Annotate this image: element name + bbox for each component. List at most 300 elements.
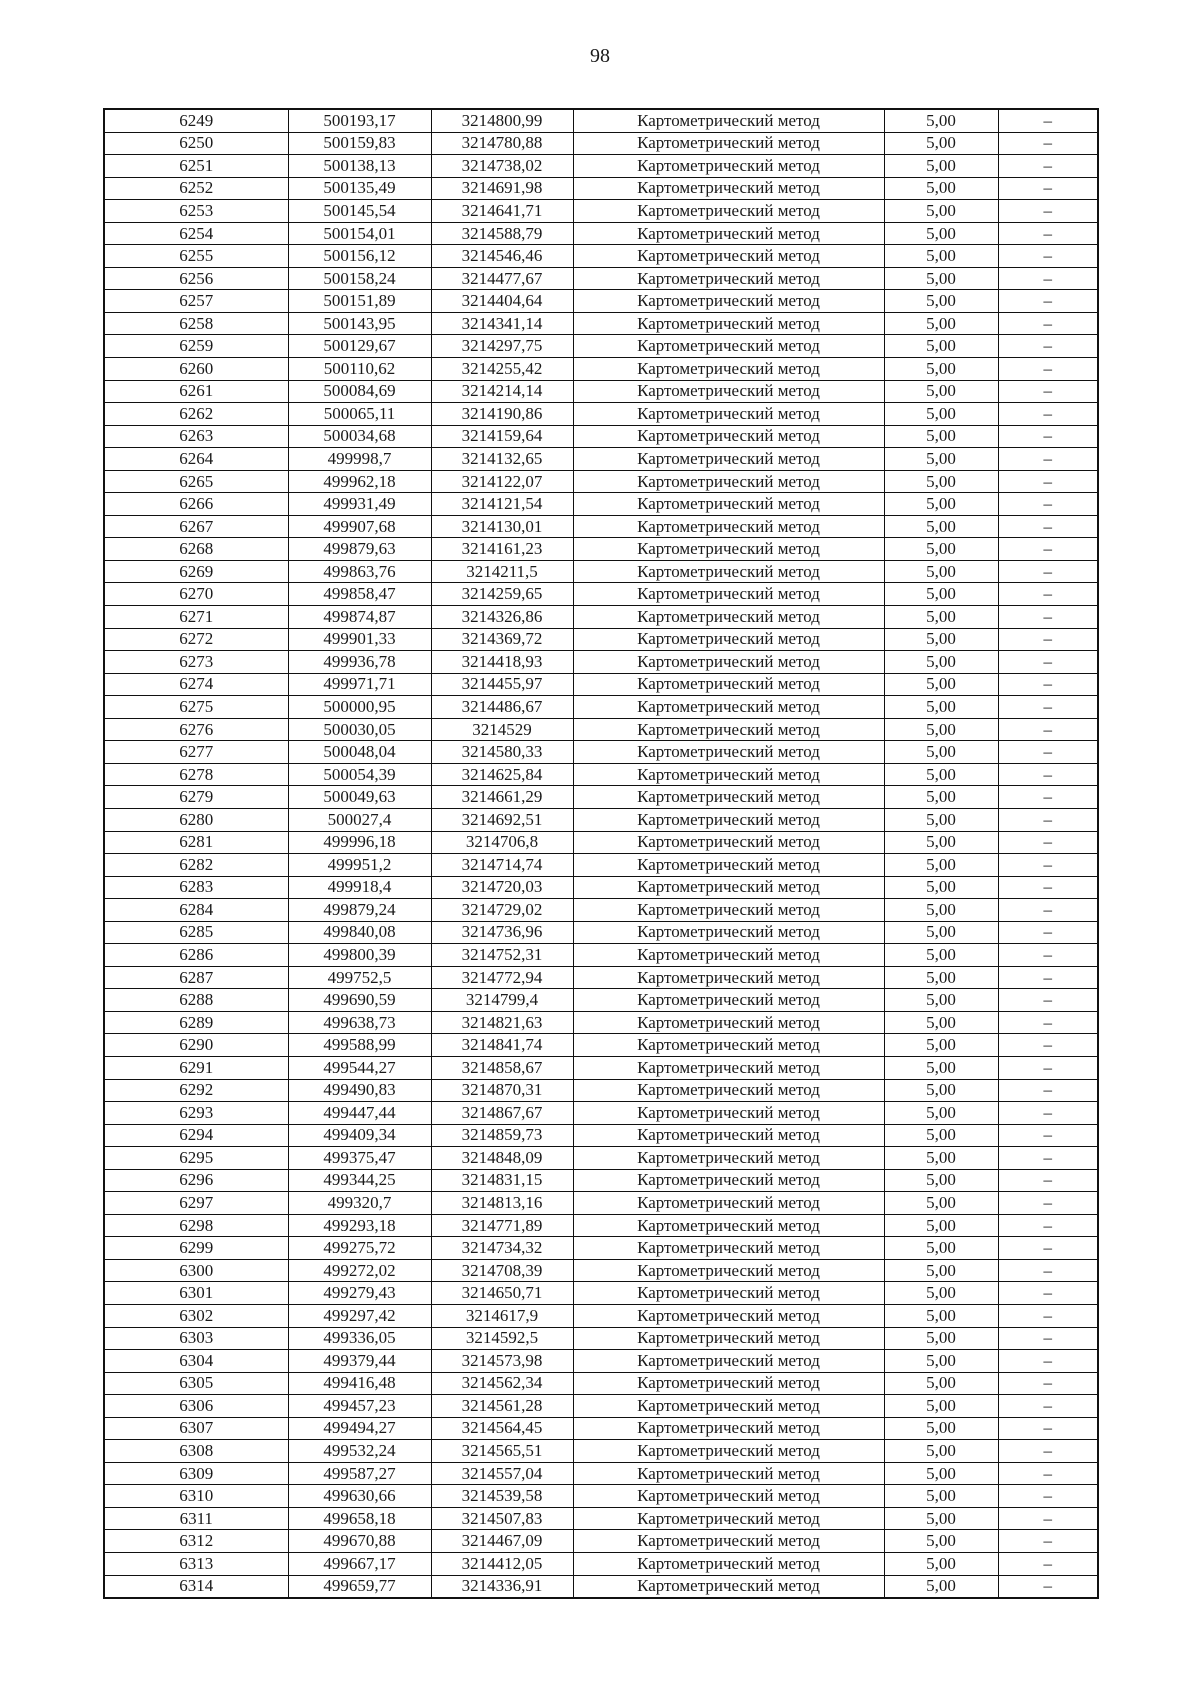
y-coordinate-cell: 3214336,91	[431, 1575, 573, 1598]
accuracy-cell: 5,00	[884, 448, 998, 471]
dash-cell: –	[998, 921, 1098, 944]
point-number-cell: 6280	[104, 808, 288, 831]
point-number-cell: 6300	[104, 1259, 288, 1282]
dash-cell: –	[998, 854, 1098, 877]
point-number-cell: 6256	[104, 267, 288, 290]
dash-cell: –	[998, 696, 1098, 719]
method-cell: Картометрический метод	[573, 538, 884, 561]
dash-cell: –	[998, 673, 1098, 696]
table-row	[104, 696, 1098, 719]
accuracy-cell: 5,00	[884, 1011, 998, 1034]
method-cell: Картометрический метод	[573, 1304, 884, 1327]
x-coordinate-cell: 499416,48	[288, 1372, 431, 1395]
y-coordinate-cell: 3214573,98	[431, 1350, 573, 1373]
table-row	[104, 538, 1098, 561]
x-coordinate-cell: 499951,2	[288, 854, 431, 877]
table-body	[104, 109, 1098, 1598]
accuracy-cell: 5,00	[884, 132, 998, 155]
method-cell: Картометрический метод	[573, 1485, 884, 1508]
dash-cell: –	[998, 1507, 1098, 1530]
point-number-cell: 6312	[104, 1530, 288, 1553]
point-number-cell: 6314	[104, 1575, 288, 1598]
method-cell: Картометрический метод	[573, 132, 884, 155]
point-number-cell: 6289	[104, 1011, 288, 1034]
dash-cell: –	[998, 1282, 1098, 1305]
y-coordinate-cell: 3214650,71	[431, 1282, 573, 1305]
table-row	[104, 831, 1098, 854]
y-coordinate-cell: 3214214,14	[431, 380, 573, 403]
y-coordinate-cell: 3214122,07	[431, 470, 573, 493]
point-number-cell: 6298	[104, 1214, 288, 1237]
point-number-cell: 6276	[104, 718, 288, 741]
dash-cell: –	[998, 989, 1098, 1012]
table-row	[104, 1372, 1098, 1395]
y-coordinate-cell: 3214772,94	[431, 966, 573, 989]
point-number-cell: 6310	[104, 1485, 288, 1508]
table-row	[104, 1282, 1098, 1305]
accuracy-cell: 5,00	[884, 358, 998, 381]
accuracy-cell: 5,00	[884, 1485, 998, 1508]
method-cell: Картометрический метод	[573, 808, 884, 831]
method-cell: Картометрический метод	[573, 966, 884, 989]
dash-cell: –	[998, 267, 1098, 290]
accuracy-cell: 5,00	[884, 1102, 998, 1125]
dash-cell: –	[998, 358, 1098, 381]
point-number-cell: 6277	[104, 741, 288, 764]
method-cell: Картометрический метод	[573, 1440, 884, 1463]
dash-cell: –	[998, 155, 1098, 178]
dash-cell: –	[998, 606, 1098, 629]
dash-cell: –	[998, 1147, 1098, 1170]
dash-cell: –	[998, 109, 1098, 132]
dash-cell: –	[998, 1192, 1098, 1215]
method-cell: Картометрический метод	[573, 854, 884, 877]
y-coordinate-cell: 3214486,67	[431, 696, 573, 719]
point-number-cell: 6283	[104, 876, 288, 899]
point-number-cell: 6261	[104, 380, 288, 403]
y-coordinate-cell: 3214341,14	[431, 312, 573, 335]
x-coordinate-cell: 499490,83	[288, 1079, 431, 1102]
accuracy-cell: 5,00	[884, 470, 998, 493]
dash-cell: –	[998, 560, 1098, 583]
y-coordinate-cell: 3214297,75	[431, 335, 573, 358]
dash-cell: –	[998, 380, 1098, 403]
point-number-cell: 6254	[104, 222, 288, 245]
point-number-cell: 6288	[104, 989, 288, 1012]
dash-cell: –	[998, 1237, 1098, 1260]
table-row	[104, 583, 1098, 606]
point-number-cell: 6251	[104, 155, 288, 178]
table-row	[104, 1485, 1098, 1508]
accuracy-cell: 5,00	[884, 1372, 998, 1395]
table-row	[104, 1034, 1098, 1057]
method-cell: Картометрический метод	[573, 245, 884, 268]
y-coordinate-cell: 3214736,96	[431, 921, 573, 944]
dash-cell: –	[998, 493, 1098, 516]
method-cell: Картометрический метод	[573, 1282, 884, 1305]
x-coordinate-cell: 500138,13	[288, 155, 431, 178]
method-cell: Картометрический метод	[573, 1462, 884, 1485]
dash-cell: –	[998, 1056, 1098, 1079]
method-cell: Картометрический метод	[573, 335, 884, 358]
x-coordinate-cell: 499998,7	[288, 448, 431, 471]
accuracy-cell: 5,00	[884, 403, 998, 426]
table-row	[104, 786, 1098, 809]
accuracy-cell: 5,00	[884, 741, 998, 764]
method-cell: Картометрический метод	[573, 876, 884, 899]
table-row	[104, 718, 1098, 741]
y-coordinate-cell: 3214529	[431, 718, 573, 741]
table-row	[104, 425, 1098, 448]
table-row	[104, 1079, 1098, 1102]
x-coordinate-cell: 499409,34	[288, 1124, 431, 1147]
dash-cell: –	[998, 200, 1098, 223]
dash-cell: –	[998, 1575, 1098, 1598]
point-number-cell: 6302	[104, 1304, 288, 1327]
accuracy-cell: 5,00	[884, 560, 998, 583]
table-row	[104, 222, 1098, 245]
dash-cell: –	[998, 876, 1098, 899]
dash-cell: –	[998, 1485, 1098, 1508]
x-coordinate-cell: 499670,88	[288, 1530, 431, 1553]
accuracy-cell: 5,00	[884, 966, 998, 989]
y-coordinate-cell: 3214412,05	[431, 1553, 573, 1576]
method-cell: Картометрический метод	[573, 989, 884, 1012]
method-cell: Картометрический метод	[573, 1237, 884, 1260]
y-coordinate-cell: 3214706,8	[431, 831, 573, 854]
coordinates-table	[103, 108, 1099, 1599]
x-coordinate-cell: 500084,69	[288, 380, 431, 403]
table-row	[104, 1192, 1098, 1215]
method-cell: Картометрический метод	[573, 1417, 884, 1440]
accuracy-cell: 5,00	[884, 583, 998, 606]
y-coordinate-cell: 3214831,15	[431, 1169, 573, 1192]
method-cell: Картометрический метод	[573, 290, 884, 313]
table-row	[104, 493, 1098, 516]
method-cell: Картометрический метод	[573, 1192, 884, 1215]
point-number-cell: 6305	[104, 1372, 288, 1395]
dash-cell: –	[998, 132, 1098, 155]
x-coordinate-cell: 499275,72	[288, 1237, 431, 1260]
method-cell: Картометрический метод	[573, 1553, 884, 1576]
x-coordinate-cell: 499375,47	[288, 1147, 431, 1170]
accuracy-cell: 5,00	[884, 876, 998, 899]
point-number-cell: 6303	[104, 1327, 288, 1350]
table-row	[104, 380, 1098, 403]
accuracy-cell: 5,00	[884, 628, 998, 651]
accuracy-cell: 5,00	[884, 245, 998, 268]
x-coordinate-cell: 499494,27	[288, 1417, 431, 1440]
method-cell: Картометрический метод	[573, 1530, 884, 1553]
x-coordinate-cell: 499457,23	[288, 1395, 431, 1418]
dash-cell: –	[998, 718, 1098, 741]
table-row	[104, 1440, 1098, 1463]
x-coordinate-cell: 500030,05	[288, 718, 431, 741]
dash-cell: –	[998, 448, 1098, 471]
x-coordinate-cell: 499840,08	[288, 921, 431, 944]
method-cell: Картометрический метод	[573, 109, 884, 132]
point-number-cell: 6296	[104, 1169, 288, 1192]
y-coordinate-cell: 3214692,51	[431, 808, 573, 831]
point-number-cell: 6257	[104, 290, 288, 313]
x-coordinate-cell: 499320,7	[288, 1192, 431, 1215]
x-coordinate-cell: 499588,99	[288, 1034, 431, 1057]
accuracy-cell: 5,00	[884, 786, 998, 809]
method-cell: Картометрический метод	[573, 786, 884, 809]
x-coordinate-cell: 499587,27	[288, 1462, 431, 1485]
table-row	[104, 808, 1098, 831]
method-cell: Картометрический метод	[573, 155, 884, 178]
method-cell: Картометрический метод	[573, 470, 884, 493]
method-cell: Картометрический метод	[573, 583, 884, 606]
dash-cell: –	[998, 651, 1098, 674]
method-cell: Картометрический метод	[573, 222, 884, 245]
accuracy-cell: 5,00	[884, 944, 998, 967]
x-coordinate-cell: 499918,4	[288, 876, 431, 899]
table-row	[104, 1259, 1098, 1282]
x-coordinate-cell: 499879,24	[288, 899, 431, 922]
y-coordinate-cell: 3214641,71	[431, 200, 573, 223]
accuracy-cell: 5,00	[884, 1350, 998, 1373]
point-number-cell: 6249	[104, 109, 288, 132]
y-coordinate-cell: 3214617,9	[431, 1304, 573, 1327]
accuracy-cell: 5,00	[884, 1327, 998, 1350]
y-coordinate-cell: 3214858,67	[431, 1056, 573, 1079]
y-coordinate-cell: 3214565,51	[431, 1440, 573, 1463]
method-cell: Картометрический метод	[573, 831, 884, 854]
accuracy-cell: 5,00	[884, 1462, 998, 1485]
point-number-cell: 6281	[104, 831, 288, 854]
method-cell: Картометрический метод	[573, 673, 884, 696]
table-row	[104, 470, 1098, 493]
dash-cell: –	[998, 335, 1098, 358]
point-number-cell: 6292	[104, 1079, 288, 1102]
method-cell: Картометрический метод	[573, 606, 884, 629]
y-coordinate-cell: 3214708,39	[431, 1259, 573, 1282]
accuracy-cell: 5,00	[884, 335, 998, 358]
y-coordinate-cell: 3214477,67	[431, 267, 573, 290]
y-coordinate-cell: 3214326,86	[431, 606, 573, 629]
x-coordinate-cell: 499907,68	[288, 515, 431, 538]
x-coordinate-cell: 499931,49	[288, 493, 431, 516]
point-number-cell: 6299	[104, 1237, 288, 1260]
accuracy-cell: 5,00	[884, 109, 998, 132]
dash-cell: –	[998, 245, 1098, 268]
point-number-cell: 6293	[104, 1102, 288, 1125]
accuracy-cell: 5,00	[884, 200, 998, 223]
accuracy-cell: 5,00	[884, 1147, 998, 1170]
point-number-cell: 6269	[104, 560, 288, 583]
x-coordinate-cell: 499297,42	[288, 1304, 431, 1327]
accuracy-cell: 5,00	[884, 380, 998, 403]
x-coordinate-cell: 499638,73	[288, 1011, 431, 1034]
table-row	[104, 155, 1098, 178]
dash-cell: –	[998, 899, 1098, 922]
method-cell: Картометрический метод	[573, 380, 884, 403]
x-coordinate-cell: 500054,39	[288, 763, 431, 786]
x-coordinate-cell: 499901,33	[288, 628, 431, 651]
x-coordinate-cell: 500143,95	[288, 312, 431, 335]
x-coordinate-cell: 499962,18	[288, 470, 431, 493]
accuracy-cell: 5,00	[884, 899, 998, 922]
method-cell: Картометрический метод	[573, 425, 884, 448]
dash-cell: –	[998, 1169, 1098, 1192]
y-coordinate-cell: 3214734,32	[431, 1237, 573, 1260]
point-number-cell: 6284	[104, 899, 288, 922]
dash-cell: –	[998, 1395, 1098, 1418]
method-cell: Картометрический метод	[573, 1259, 884, 1282]
point-number-cell: 6252	[104, 177, 288, 200]
point-number-cell: 6279	[104, 786, 288, 809]
table-row	[104, 651, 1098, 674]
dash-cell: –	[998, 177, 1098, 200]
table-row	[104, 966, 1098, 989]
x-coordinate-cell: 500049,63	[288, 786, 431, 809]
y-coordinate-cell: 3214130,01	[431, 515, 573, 538]
table-row	[104, 1462, 1098, 1485]
dash-cell: –	[998, 1553, 1098, 1576]
y-coordinate-cell: 3214580,33	[431, 741, 573, 764]
y-coordinate-cell: 3214738,02	[431, 155, 573, 178]
x-coordinate-cell: 499630,66	[288, 1485, 431, 1508]
accuracy-cell: 5,00	[884, 1507, 998, 1530]
x-coordinate-cell: 499447,44	[288, 1102, 431, 1125]
table-row	[104, 358, 1098, 381]
point-number-cell: 6262	[104, 403, 288, 426]
x-coordinate-cell: 500156,12	[288, 245, 431, 268]
method-cell: Картометрический метод	[573, 1327, 884, 1350]
table-row	[104, 1056, 1098, 1079]
point-number-cell: 6255	[104, 245, 288, 268]
point-number-cell: 6272	[104, 628, 288, 651]
y-coordinate-cell: 3214867,67	[431, 1102, 573, 1125]
table-row	[104, 1102, 1098, 1125]
x-coordinate-cell: 500159,83	[288, 132, 431, 155]
point-number-cell: 6278	[104, 763, 288, 786]
accuracy-cell: 5,00	[884, 425, 998, 448]
method-cell: Картометрический метод	[573, 515, 884, 538]
accuracy-cell: 5,00	[884, 854, 998, 877]
table-row	[104, 560, 1098, 583]
y-coordinate-cell: 3214121,54	[431, 493, 573, 516]
x-coordinate-cell: 499279,43	[288, 1282, 431, 1305]
method-cell: Картометрический метод	[573, 1575, 884, 1598]
accuracy-cell: 5,00	[884, 1124, 998, 1147]
accuracy-cell: 5,00	[884, 1553, 998, 1576]
dash-cell: –	[998, 1079, 1098, 1102]
method-cell: Картометрический метод	[573, 560, 884, 583]
y-coordinate-cell: 3214771,89	[431, 1214, 573, 1237]
y-coordinate-cell: 3214564,45	[431, 1417, 573, 1440]
accuracy-cell: 5,00	[884, 1237, 998, 1260]
dash-cell: –	[998, 966, 1098, 989]
accuracy-cell: 5,00	[884, 763, 998, 786]
point-number-cell: 6282	[104, 854, 288, 877]
accuracy-cell: 5,00	[884, 1169, 998, 1192]
dash-cell: –	[998, 1102, 1098, 1125]
point-number-cell: 6301	[104, 1282, 288, 1305]
y-coordinate-cell: 3214720,03	[431, 876, 573, 899]
y-coordinate-cell: 3214714,74	[431, 854, 573, 877]
y-coordinate-cell: 3214780,88	[431, 132, 573, 155]
y-coordinate-cell: 3214539,58	[431, 1485, 573, 1508]
table-row	[104, 763, 1098, 786]
point-number-cell: 6267	[104, 515, 288, 538]
x-coordinate-cell: 500129,67	[288, 335, 431, 358]
accuracy-cell: 5,00	[884, 267, 998, 290]
point-number-cell: 6297	[104, 1192, 288, 1215]
accuracy-cell: 5,00	[884, 696, 998, 719]
table-row	[104, 1304, 1098, 1327]
table-row	[104, 1417, 1098, 1440]
method-cell: Картометрический метод	[573, 1372, 884, 1395]
table-row	[104, 944, 1098, 967]
table-row	[104, 1530, 1098, 1553]
point-number-cell: 6263	[104, 425, 288, 448]
dash-cell: –	[998, 808, 1098, 831]
point-number-cell: 6290	[104, 1034, 288, 1057]
method-cell: Картометрический метод	[573, 741, 884, 764]
table-row	[104, 1553, 1098, 1576]
table-row	[104, 403, 1098, 426]
point-number-cell: 6259	[104, 335, 288, 358]
method-cell: Картометрический метод	[573, 1395, 884, 1418]
table-row	[104, 628, 1098, 651]
table-row	[104, 1124, 1098, 1147]
accuracy-cell: 5,00	[884, 673, 998, 696]
dash-cell: –	[998, 1124, 1098, 1147]
accuracy-cell: 5,00	[884, 1056, 998, 1079]
table-row	[104, 1214, 1098, 1237]
point-number-cell: 6306	[104, 1395, 288, 1418]
point-number-cell: 6273	[104, 651, 288, 674]
point-number-cell: 6313	[104, 1553, 288, 1576]
y-coordinate-cell: 3214132,65	[431, 448, 573, 471]
table-row	[104, 200, 1098, 223]
point-number-cell: 6294	[104, 1124, 288, 1147]
method-cell: Картометрический метод	[573, 493, 884, 516]
y-coordinate-cell: 3214841,74	[431, 1034, 573, 1057]
y-coordinate-cell: 3214799,4	[431, 989, 573, 1012]
method-cell: Картометрический метод	[573, 403, 884, 426]
accuracy-cell: 5,00	[884, 989, 998, 1012]
method-cell: Картометрический метод	[573, 1102, 884, 1125]
y-coordinate-cell: 3214161,23	[431, 538, 573, 561]
point-number-cell: 6250	[104, 132, 288, 155]
y-coordinate-cell: 3214592,5	[431, 1327, 573, 1350]
accuracy-cell: 5,00	[884, 1192, 998, 1215]
accuracy-cell: 5,00	[884, 515, 998, 538]
table-row	[104, 876, 1098, 899]
x-coordinate-cell: 499863,76	[288, 560, 431, 583]
method-cell: Картометрический метод	[573, 1507, 884, 1530]
method-cell: Картометрический метод	[573, 1124, 884, 1147]
x-coordinate-cell: 500027,4	[288, 808, 431, 831]
accuracy-cell: 5,00	[884, 831, 998, 854]
point-number-cell: 6309	[104, 1462, 288, 1485]
table-row	[104, 290, 1098, 313]
point-number-cell: 6270	[104, 583, 288, 606]
dash-cell: –	[998, 1304, 1098, 1327]
accuracy-cell: 5,00	[884, 177, 998, 200]
y-coordinate-cell: 3214821,63	[431, 1011, 573, 1034]
accuracy-cell: 5,00	[884, 606, 998, 629]
y-coordinate-cell: 3214562,34	[431, 1372, 573, 1395]
table-row	[104, 899, 1098, 922]
method-cell: Картометрический метод	[573, 763, 884, 786]
point-number-cell: 6271	[104, 606, 288, 629]
dash-cell: –	[998, 1214, 1098, 1237]
